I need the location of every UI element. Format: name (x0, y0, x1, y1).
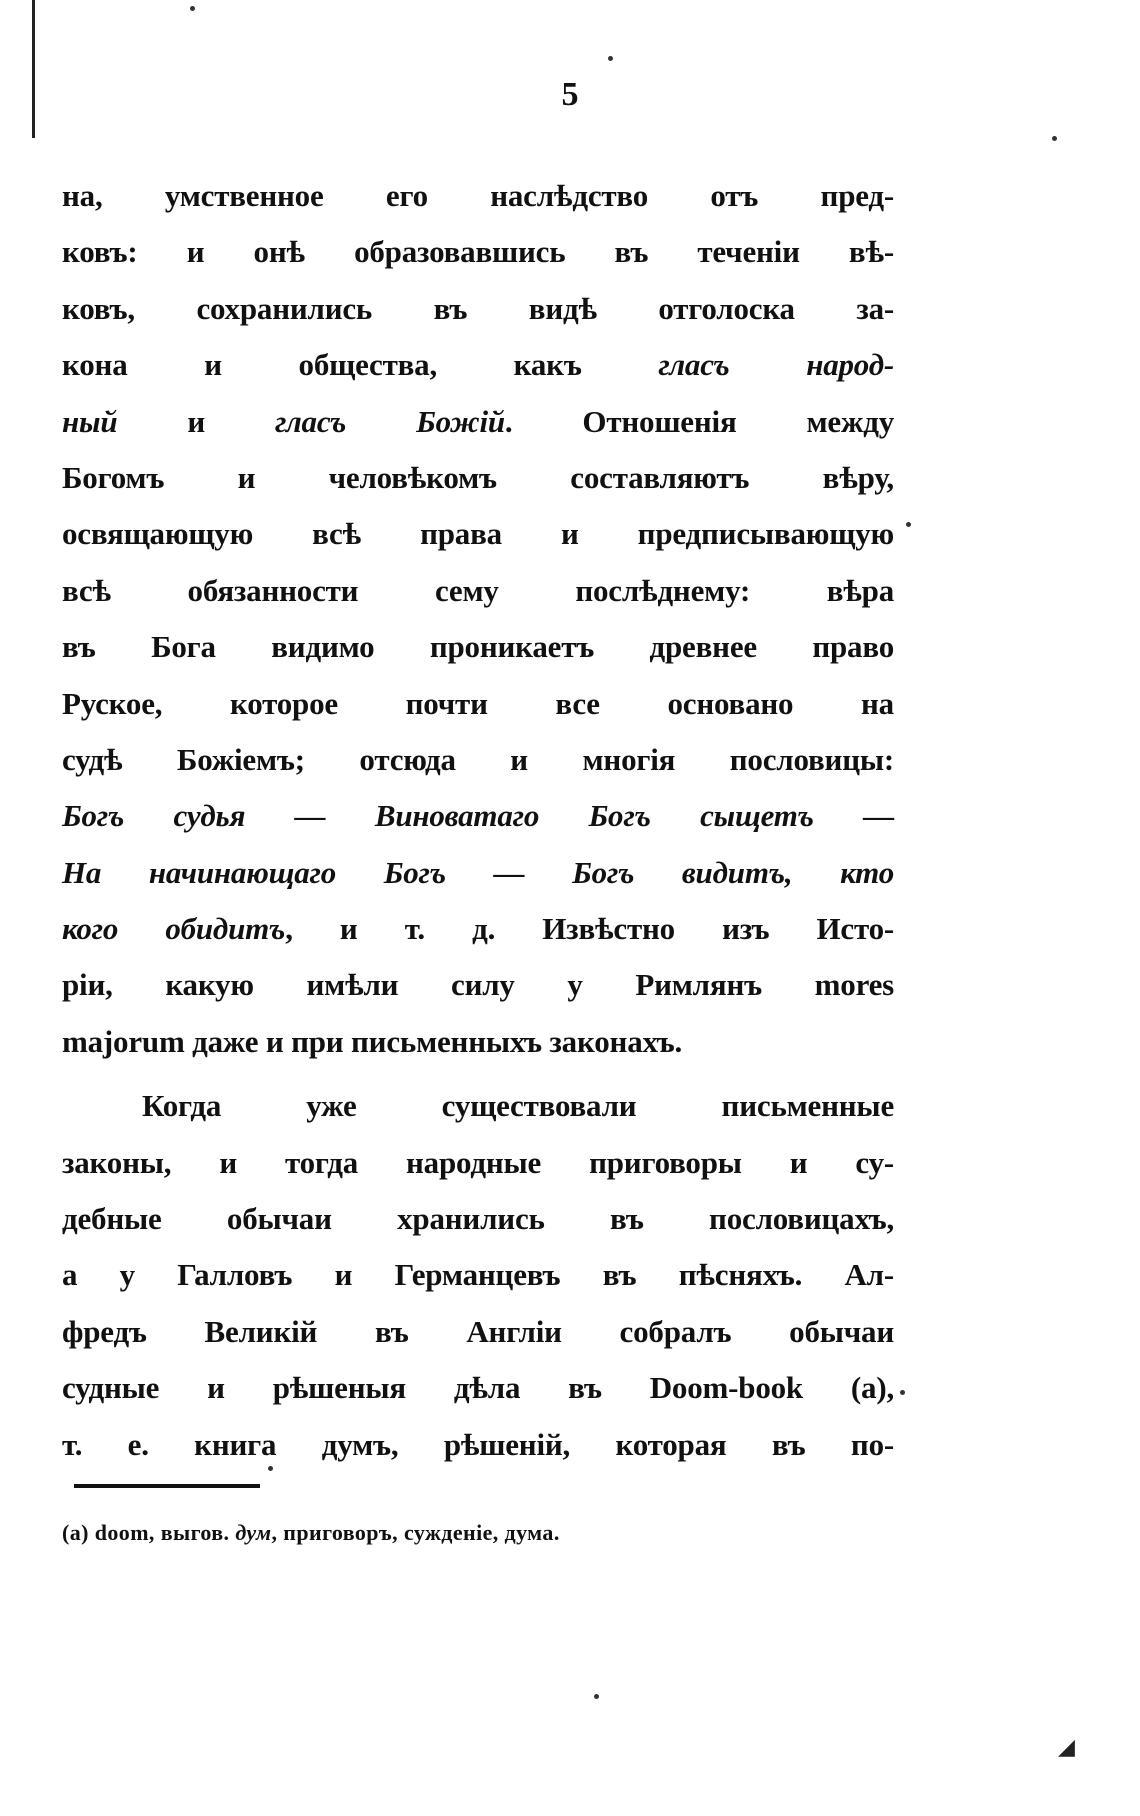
footnote-italic: дум (235, 1520, 272, 1545)
text-run: и (117, 403, 275, 439)
text-run: . Отношенія между (504, 403, 895, 439)
text-line: ковъ, сохранились въ видѣ отголоска за- (62, 290, 894, 326)
text-line: ковъ: и онѣ образовавшись въ теченіи вѣ- (62, 234, 894, 270)
text-line: освящающую всѣ права и предписывающую (62, 516, 894, 552)
text-line: въ Бога видимо проникаетъ древнее право (62, 629, 894, 665)
text-line: законы, и тогда народные приговоры и су- (62, 1144, 894, 1180)
page-number: 5 (561, 76, 579, 113)
footnote-text: , приговоръ, сужденіе, дума. (271, 1520, 560, 1545)
footnote (62, 1520, 894, 1546)
scan-speck (906, 522, 911, 527)
scan-speck (190, 6, 195, 11)
text-line: судные и рѣшеныя дѣла въ Doom-book (а), (62, 1370, 894, 1406)
italic-run: ный (62, 403, 118, 439)
text-line: на, умственное его наслѣдство отъ пред- (62, 178, 894, 213)
text-run: кона и общества, какъ (62, 347, 659, 383)
text-line: Руское, которое почти все основано на (62, 685, 894, 721)
text-line: дебные обычаи хранились въ пословицахъ, (62, 1201, 894, 1237)
scan-speck (594, 1694, 599, 1699)
text-line: а у Галловъ и Германцевъ въ пѣсняхъ. Ал- (62, 1257, 894, 1293)
text-line (62, 337, 894, 393)
text-run: , и т. д. Извѣстно изъ Исто- (285, 911, 894, 947)
text-line: судѣ Божіемъ; отсюда и многія пословицы: (62, 741, 894, 777)
scan-speck (1052, 136, 1057, 141)
body-text (62, 168, 894, 1473)
italic-run: На начинающаго Богъ — Богъ видитъ, кто (62, 854, 894, 890)
text-line (62, 788, 894, 844)
text-line: т. е. книга думъ, рѣшеній, которая въ по- (62, 1426, 894, 1462)
text-line (62, 845, 894, 901)
italic-run: гласъ Божій (275, 403, 505, 439)
footnote-text: (а) doom, выгов. (62, 1520, 236, 1545)
text-line: ріи, какую имѣли силу у Римлянъ mores (62, 967, 894, 1003)
scan-speck (608, 56, 613, 61)
text-line (62, 394, 894, 450)
italic-run: гласъ народ- (658, 347, 894, 383)
paragraph-first-line: Когда уже существовали письменные (142, 1088, 894, 1124)
scan-edge-line (32, 0, 35, 138)
text-line: Богомъ и человѣкомъ составляютъ вѣру, (62, 459, 894, 495)
scan-corner-mark: ◢ (1058, 1734, 1075, 1759)
italic-run: Богъ судья — Виноватаго Богъ сыщетъ — (62, 798, 894, 834)
text-line: всѣ обязанности сему послѣднему: вѣра (62, 572, 894, 608)
italic-run: кого обидитъ (62, 911, 286, 947)
scan-speck (900, 1390, 905, 1395)
text-line: фредъ Великій въ Англіи собралъ обычаи (62, 1313, 894, 1349)
text-line (62, 901, 894, 957)
footnote-rule (74, 1484, 260, 1488)
text-line: majorum даже и при письменныхъ законахъ. (62, 1023, 683, 1059)
